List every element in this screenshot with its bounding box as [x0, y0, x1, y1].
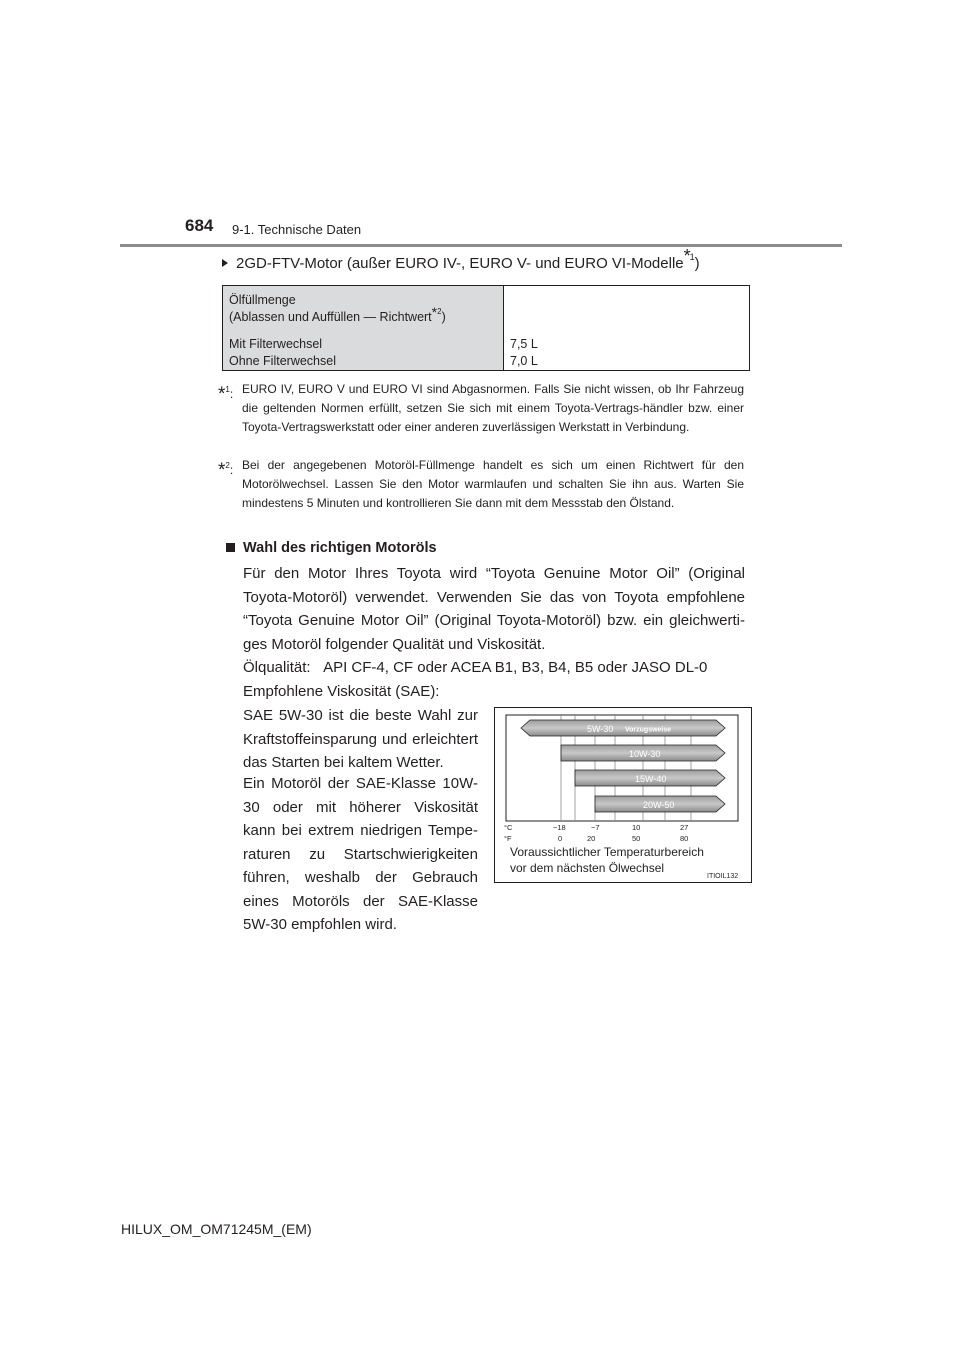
section-title: 9-1. Technische Daten [232, 222, 362, 237]
footnote-2-text: Bei der angegebenen Motoröl-Füllmenge handelt es sich um einen Richtwert für den Motorölwechsel. Lassen Sie den Motor warmlaufen und schalten Sie ihn aus. Warten Sie mindestens 5 Minuten und kontrollieren Sie dann mit dem Messstab den Ölstand. [242, 458, 744, 510]
variant-text: 2GD-FTV-Motor (außer EURO IV-, EURO V- und EURO VI-Modelle [236, 255, 684, 272]
viscosity-text-1: SAE 5W-30 ist die beste Wahl zur Kraftstoffeinsparung und erleichtert das Starten bei kaltem Wetter. [243, 707, 478, 771]
page-number: 684 [185, 216, 214, 235]
row-label-without-filter: Ohne Filterwechsel [229, 354, 336, 368]
unit-celsius: °C [504, 823, 513, 832]
oil-quality-line: Ölqualität: API CF-4, CF oder ACEA B1, B3, B4, B5 oder JASO DL-0 [243, 659, 708, 676]
capacity-sublabel: (Ablassen und Auffüllen — Richtwert$^{*2}$) [229, 304, 446, 324]
bar-label-10w30: 10W-30 [629, 749, 661, 759]
variant-close: ) [694, 255, 700, 272]
viscosity-text-2: Ein Motoröl der SAE-Klasse 10W-30 oder mit höherer Viskosität kann bei extrem niedrigen Tempe-raturen zu Startschwierigkeiten führen, weshalb der Gebrauch eines Motoröls der SAE-Klasse 5W-30 empfohlen wird. [243, 775, 478, 933]
header-divider [120, 244, 842, 247]
bar-label-5w30: 5W-30 [587, 724, 614, 734]
bar-5w30 [521, 720, 725, 736]
footnote-1-text: EURO IV, EURO V und EURO VI sind Abgasnormen. Falls Sie nicht wissen, ob Ihr Fahrzeug die geltenden Normen erfüllt, setzen Sie sich mit einem Toyota-Vertrags-händler bzw. einer Toyota-Vertragswerkstatt oder einer anderen zuverlässigen Werkstatt in Verbindung. [242, 382, 744, 434]
value-with-filter: 7,5 L [510, 337, 538, 351]
table-label-cell [223, 286, 504, 371]
bar-label-15w40: 15W-40 [635, 774, 667, 784]
viscosity-chart [494, 707, 752, 883]
tick-f-1: 0 [558, 834, 563, 843]
table-value-cell [504, 286, 750, 371]
section-heading: Wahl des richtigen Motoröls [226, 540, 437, 556]
footer-model: HILUX_OM_OM71245M_(EM) [121, 1221, 312, 1237]
row-label-with-filter: Mit Filterwechsel [229, 337, 323, 351]
tick-c-4: 27 [680, 823, 689, 832]
value-without-filter: 7,0 L [510, 354, 538, 368]
footnote-star-icon: * [683, 246, 691, 266]
triangle-bullet-icon [222, 259, 228, 267]
tick-c-1: −18 [553, 823, 566, 832]
tick-c-2: −7 [591, 823, 600, 832]
caption-line-2: vor dem nächsten Ölwechsel [510, 861, 665, 875]
footnote-star-icon: * [218, 460, 226, 481]
footnote-ref: 2 [437, 307, 442, 316]
intro-paragraph: Für den Motor Ihres Toyota wird “Toyota Genuine Motor Oil” (Original Toyota-Motoröl) verwendet. Verwenden Sie das von Toyota empfohlene “Toyota Genuine Motor Oil” (Original Toyota-Motoröl) bzw. ein gleichwerti-ges Motoröl folgender Qualität und Viskosität. [243, 565, 745, 653]
oil-capacity-table [222, 285, 750, 371]
unit-fahrenheit: °F [504, 834, 512, 843]
footnote-star-icon: * [218, 384, 226, 405]
tick-f-3: 50 [632, 834, 641, 843]
square-bullet-icon [226, 543, 235, 552]
engine-variant-title [222, 246, 700, 272]
footnote-ref: 1 [689, 252, 695, 262]
caption-line-1: Voraussichtlicher Temperaturbereich [510, 845, 704, 859]
footnote-star-icon: * [431, 304, 438, 320]
tick-f-2: 20 [587, 834, 596, 843]
bar-note-5w30: Vorzugsweise [625, 726, 672, 734]
capacity-label: Ölfüllmenge [229, 293, 296, 307]
tick-f-4: 80 [680, 834, 689, 843]
footnote-2: *$^2$: Bei der angegebenen Motoröl-Füllmenge handelt es sich um einen Richtwert für den Motorölwechsel. Lassen Sie den Motor warmlaufen und schalten Sie ihn aus. Warten Sie mindestens 5 Minuten und kontrollieren Sie dann mit dem Messstab den Ölstand. [218, 456, 744, 513]
figure-code: ITIOIL132 [707, 873, 739, 880]
viscosity-label: Empfohlene Viskosität (SAE): [243, 683, 440, 700]
bar-label-20w50: 20W-50 [643, 800, 675, 810]
footnote-1: *$^1$: EURO IV, EURO V und EURO VI sind Abgasnormen. Falls Sie nicht wissen, ob Ihr Fahrzeug die geltenden Normen erfüllt, setzen Sie sich mit einem Toyota-Vertrags-händler bzw. einer Toyota-Vertragswerkstatt oder einer anderen zuverlässigen Werkstatt in Verbindung. [218, 380, 744, 437]
tick-c-3: 10 [632, 823, 641, 832]
